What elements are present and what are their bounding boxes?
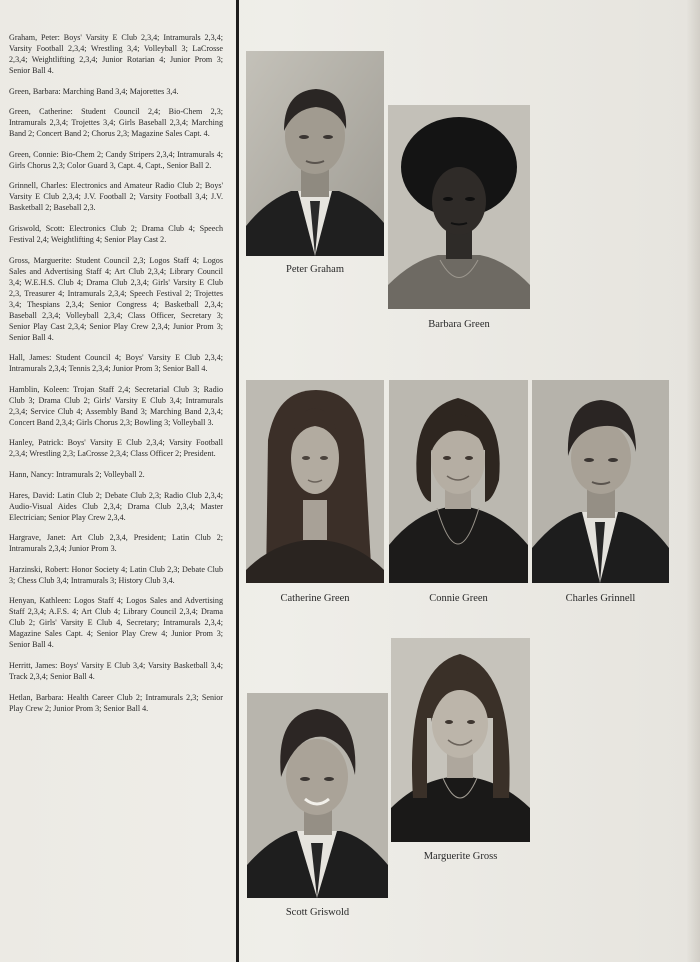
bio-entry: Graham, Peter: Boys' Varsity E Club 2,3,4; Intramurals 2,3,4; Varsity Football 2,3,4; Wrestling 3,4; Volleyball 3; LaCrosse 2,3,4; Weightlifting 2,3,4; Junior Rotarian 4; Junior Prom 3; Senior Ball 4. <box>9 33 223 75</box>
caption-scott-griswold: Scott Griswold <box>285 907 350 918</box>
portrait-photo <box>532 380 669 583</box>
portrait-photo <box>389 380 528 583</box>
bio-entry: Henyan, Kathleen: Logos Staff 4; Logos Sales and Advertising Staff 2,3,4; A.F.S. 4; Art Club 4; Library Council 2,3,4; Drama Club 2; Girls' Varsity E Club 4, Secretary; Intramurals 2,3,4; Magazine Sales Capt. 4; Senior Play Crew 4; Junior Prom 3; Senior Ball 4. <box>9 596 223 650</box>
column-divider <box>236 0 239 962</box>
bio-entry: Hares, David: Latin Club 2; Debate Club 2,3; Radio Club 2,3,4; Audio-Visual Aides Club 2,3,4; Drama Club 2,3,4; Master Electrician; Senior Play Crew 2,3,4. <box>9 490 223 522</box>
bio-entry: Hargrave, Janet: Art Club 2,3,4, President; Latin Club 2; Intramurals 2,3,4; Junior Prom 3. <box>9 533 223 554</box>
portrait-photo <box>246 51 384 256</box>
portrait-photo <box>391 638 530 842</box>
bio-entry: Harzinski, Robert: Honor Society 4; Latin Club 2,3; Debate Club 3; Chess Club 3,4; Intramurals 3; History Club 3,4. <box>9 564 223 585</box>
bio-entry: Hall, James: Student Council 4; Boys' Varsity E Club 2,3,4; Intramurals 2,3,4; Tennis 2,3,4; Junior Prom 3; Senior Ball 4. <box>9 353 223 374</box>
portrait-photo <box>246 380 384 583</box>
portrait-photo <box>247 693 388 898</box>
bio-entry: Griswold, Scott: Electronics Club 2; Drama Club 4; Speech Festival 2,4; Weightlifting 4; Senior Play Cast 2. <box>9 223 223 244</box>
caption-peter-graham: Peter Graham <box>285 264 345 275</box>
bio-entry: Green, Connie: Bio-Chem 2; Candy Stripers 2,3,4; Intramurals 4; Girls Chorus 2,3; Color Guard 3, Capt. 4, Capt., Senior Ball 2. <box>9 149 223 170</box>
caption-barbara-green: Barbara Green <box>428 319 490 330</box>
bio-entry: Hamblin, Koleen: Trojan Staff 2,4; Secretarial Club 3; Radio Club 3; Drama Club 2; Girls' Varsity E Club 3,4; Intramurals 2,3,4; Service Club 4; Assembly Band 3; Marching Band 2,3,4; Concert Band 2,3,4; Girls Chorus 2,3; Bowling 3; Volleyball 3. <box>9 384 223 427</box>
bio-entry: Hetlan, Barbara: Health Career Club 2; Intramurals 2,3; Senior Play Crew 2; Junior Prom 3; Senior Ball 4. <box>9 692 223 713</box>
caption-marguerite-gross: Marguerite Gross <box>423 851 498 862</box>
page-edge-shadow <box>686 0 700 962</box>
bio-entry: Green, Catherine: Student Council 2,4; Bio-Chem 2,3; Intramurals 2,3,4; Trojettes 3,4; Girls Baseball 2,3,4; Marching Band 2; Concert Band 2; Chorus 2,3; Magazine Sales Capt. 4. <box>9 107 223 139</box>
bio-entry: Hanley, Patrick: Boys' Varsity E Club 2,3,4; Varsity Football 2,3,4; Wrestling 2,3; LaCrosse 2,3,4; Class Officer 2; President. <box>9 438 223 459</box>
bio-entry: Grinnell, Charles: Electronics and Amateur Radio Club 2; Boys' Varsity E Club 2,3,4; J.V. Football 2; Varsity Football 3,4; J.V. Basketball 2; Baseball 2,3. <box>9 181 223 213</box>
bio-entry: Hann, Nancy: Intramurals 2; Volleyball 2. <box>9 469 145 479</box>
portrait-photo <box>388 105 530 309</box>
bio-entry: Herritt, James: Boys' Varsity E Club 3,4; Varsity Basketball 3,4; Track 2,3,4; Senior Ball 4. <box>9 660 223 681</box>
caption-catherine-green: Catherine Green <box>280 593 350 604</box>
caption-charles-grinnell: Charles Grinnell <box>565 593 636 604</box>
bio-entry: Green, Barbara: Marching Band 3,4; Majorettes 3,4. <box>9 86 179 96</box>
caption-connie-green: Connie Green <box>429 593 488 604</box>
bio-entry: Gross, Marguerite: Student Council 2,3; Logos Staff 4; Logos Sales and Advertising Staff 4; Art Club 2,3,4; Library Council 3,4; W.E.H.S. Club 4; Drama Club 2,3,4; Girls' Varsity E Club 2,3, Treasurer 4; Intramurals 2,3,4; Speech Festival 2; Trojettes 3,4; Thespians 2,3,4; Senior Congress 4; Basketball 2,3,4; Baseball 2,3,4; Volleyball 2,3,4; Class Officer, Secretary 3; Senior Play Cast 2,3,4; Senior Play Crew 2,3,4; Junior Prom 3; Senior Ball 4. <box>9 255 223 342</box>
bio-column <box>9 32 223 723</box>
